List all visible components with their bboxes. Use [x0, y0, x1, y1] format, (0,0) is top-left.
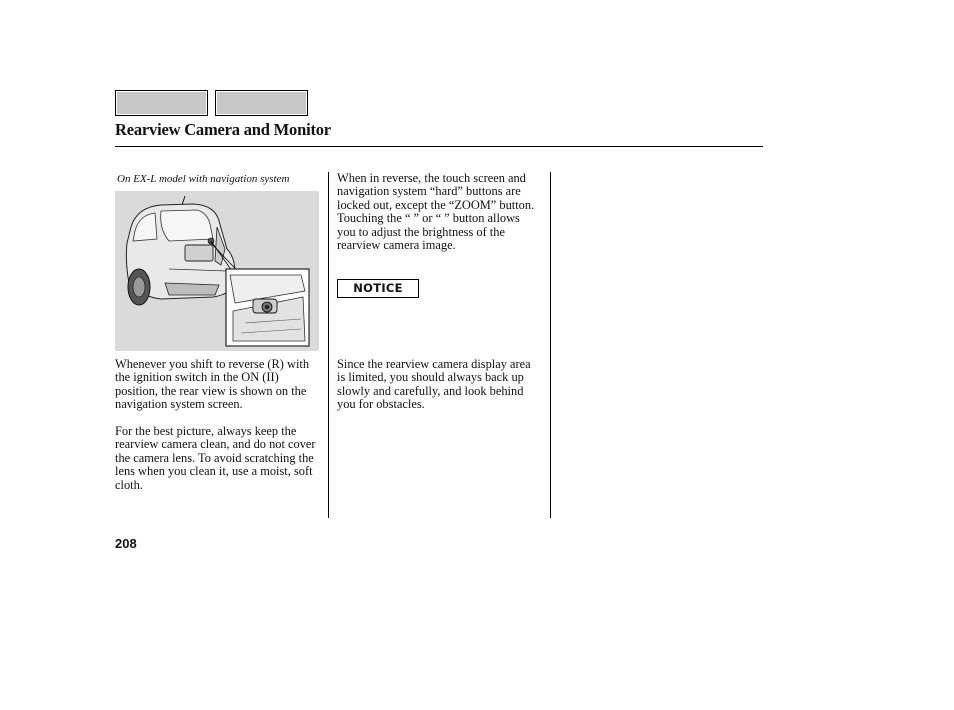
section-tab-2 — [215, 90, 308, 116]
vehicle-rear-camera-drawing — [115, 191, 319, 351]
page-title: Rearview Camera and Monitor — [115, 120, 331, 139]
rearview-camera-illustration — [115, 191, 319, 351]
column-divider-1 — [328, 172, 329, 518]
touch-screen-lockout-paragraph: When in reverse, the touch screen and navigation system “hard” buttons are locked out, except the “ZOOM” button. Touching the “ ” or “ ” button allows you to adjust the brightness of the rearview camera image. — [337, 171, 535, 253]
title-divider — [115, 146, 763, 147]
notice-label: NOTICE — [337, 279, 419, 298]
page-number: 208 — [115, 536, 137, 551]
figure-caption: On EX-L model with navigation system — [117, 173, 290, 185]
reverse-view-paragraph: Whenever you shift to reverse (R) with the ignition switch in the ON (II) position, the rear view is shown on the navigation system screen. — [115, 357, 310, 412]
column-divider-2 — [550, 172, 551, 518]
camera-care-paragraph: For the best picture, always keep the rearview camera clean, and do not cover the camera lens. To avoid scratching the lens when you clean it, use a moist, soft cloth. — [115, 424, 316, 492]
obstacle-warning-paragraph: Since the rearview camera display area is limited, you should always back up slowly and carefully, and look behind you for obstacles. — [337, 357, 531, 412]
section-tab-1 — [115, 90, 208, 116]
